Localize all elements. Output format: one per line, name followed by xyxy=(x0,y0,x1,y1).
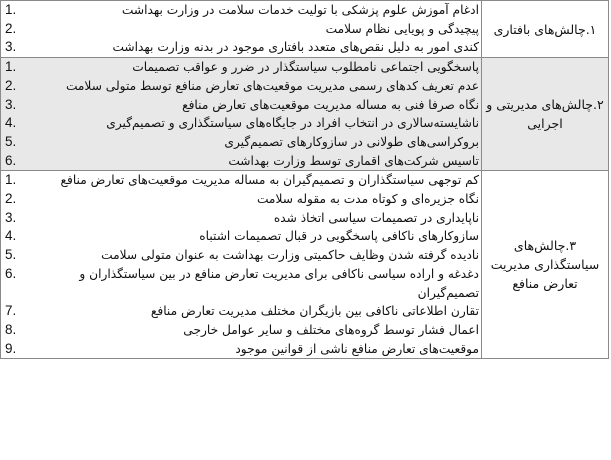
item-text: تاسیس شرکت‌های اقماری توسط وزارت بهداشت xyxy=(228,153,479,168)
list-item xyxy=(1,58,481,77)
items-cell xyxy=(1,58,482,171)
item-text: کندی امور به دلیل نقص‌های متعدد بافتاری موجود در بدنه وزارت بهداشت xyxy=(112,40,479,55)
item-text: تقارن اطلاعاتی ناکافی بین بازیگران مختلف مدیریت تعارض منافع xyxy=(150,304,479,319)
item-text: پیچیدگی و پویایی نظام سلامت xyxy=(325,21,479,36)
list-item xyxy=(1,171,481,190)
table-row xyxy=(1,58,609,171)
list-item xyxy=(1,246,481,265)
list-item xyxy=(1,340,481,359)
category-cell: ۲.چالش‌های مدیریتی و اجرایی xyxy=(482,58,609,171)
item-text: ناشایسته‌سالاری در انتخاب افراد در جایگاه‌های سیاستگذاری و تصمیم‌گیری xyxy=(106,116,479,131)
item-text: نادیده گرفته شدن وظایف حاکمیتی وزارت بهداشت به عنوان متولی سلامت xyxy=(101,248,479,263)
category-cell: ۱.چالش‌های بافتاری xyxy=(482,1,609,58)
table-row xyxy=(1,1,609,58)
item-text: بروکراسی‌های طولانی در سازوکارهای تصمیم‌گیری xyxy=(224,134,479,149)
list-item xyxy=(1,38,481,57)
item-number: 4. xyxy=(5,115,17,131)
item-number: 4. xyxy=(5,228,17,244)
item-number: 1. xyxy=(5,172,17,188)
item-number: 8. xyxy=(5,321,17,337)
item-text: نگاه جزیره‌ای و کوتاه مدت به مقوله سلامت xyxy=(256,192,479,207)
item-text: موقعیت‌های تعارض منافع ناشی از قوانین موجود xyxy=(235,341,479,356)
item-text: عدم تعریف کدهای رسمی مدیریت موقعیت‌های تعارض منافع توسط متولی سلامت xyxy=(65,78,479,93)
list-item xyxy=(1,321,481,340)
item-number: 1. xyxy=(5,2,17,17)
item-text: سازوکارهای ناکافی پاسخگویی در قبال تصمیمات اشتباه xyxy=(199,229,479,244)
item-number: 5. xyxy=(5,133,17,149)
items-cell xyxy=(1,1,482,58)
list-item xyxy=(1,209,481,228)
list-item xyxy=(1,302,481,321)
item-number: 1. xyxy=(5,59,17,75)
item-list xyxy=(1,1,481,57)
item-text: پاسخگویی اجتماعی نامطلوب سیاستگذار در ضرر و عواقب تصمیمات xyxy=(132,60,479,75)
item-number: 7. xyxy=(5,303,17,319)
item-text: ناپایداری در تصمیمات سیاسی اتخاذ شده xyxy=(273,210,479,225)
list-item xyxy=(1,114,481,133)
item-number: 9. xyxy=(5,340,17,356)
list-item xyxy=(1,96,481,115)
item-list xyxy=(1,58,481,170)
list-item xyxy=(1,152,481,171)
item-text: اعمال فشار توسط گروه‌های مختلف و سایر عوامل خارجی xyxy=(183,322,479,337)
item-number: 3. xyxy=(5,39,17,55)
item-number: 2. xyxy=(5,77,17,93)
item-number: 6. xyxy=(5,265,17,281)
item-number: 3. xyxy=(5,209,17,225)
list-item xyxy=(1,20,481,39)
item-list xyxy=(1,171,481,358)
list-item xyxy=(1,265,481,302)
item-text: دغدغه و اراده سیاسی ناکافی برای مدیریت تعارض منافع در بین سیاستگذاران و تصمیم‌گیران xyxy=(79,266,479,300)
list-item xyxy=(1,77,481,96)
list-item xyxy=(1,133,481,152)
table-body xyxy=(1,1,609,359)
item-number: 2. xyxy=(5,191,17,207)
table-row xyxy=(1,171,609,359)
item-text: ادغام آموزش علوم پزشکی با تولیت خدمات سلامت در وزارت بهداشت xyxy=(121,3,479,17)
list-item xyxy=(1,190,481,209)
item-number: 3. xyxy=(5,96,17,112)
item-text: نگاه صرفا فنی به مساله مدیریت موقعیت‌های تعارض منافع xyxy=(182,97,479,112)
item-number: 2. xyxy=(5,20,17,36)
item-number: 5. xyxy=(5,247,17,263)
category-cell: ۳.چالش‌های سیاستگذاری مدیریت تعارض منافع xyxy=(482,171,609,359)
item-number: 6. xyxy=(5,152,17,168)
list-item xyxy=(1,1,481,20)
list-item xyxy=(1,227,481,246)
items-cell xyxy=(1,171,482,359)
item-text: کم توجهی سیاستگذاران و تصمیم‌گیران به مساله مدیریت موقعیت‌های تعارض منافع xyxy=(60,173,479,188)
